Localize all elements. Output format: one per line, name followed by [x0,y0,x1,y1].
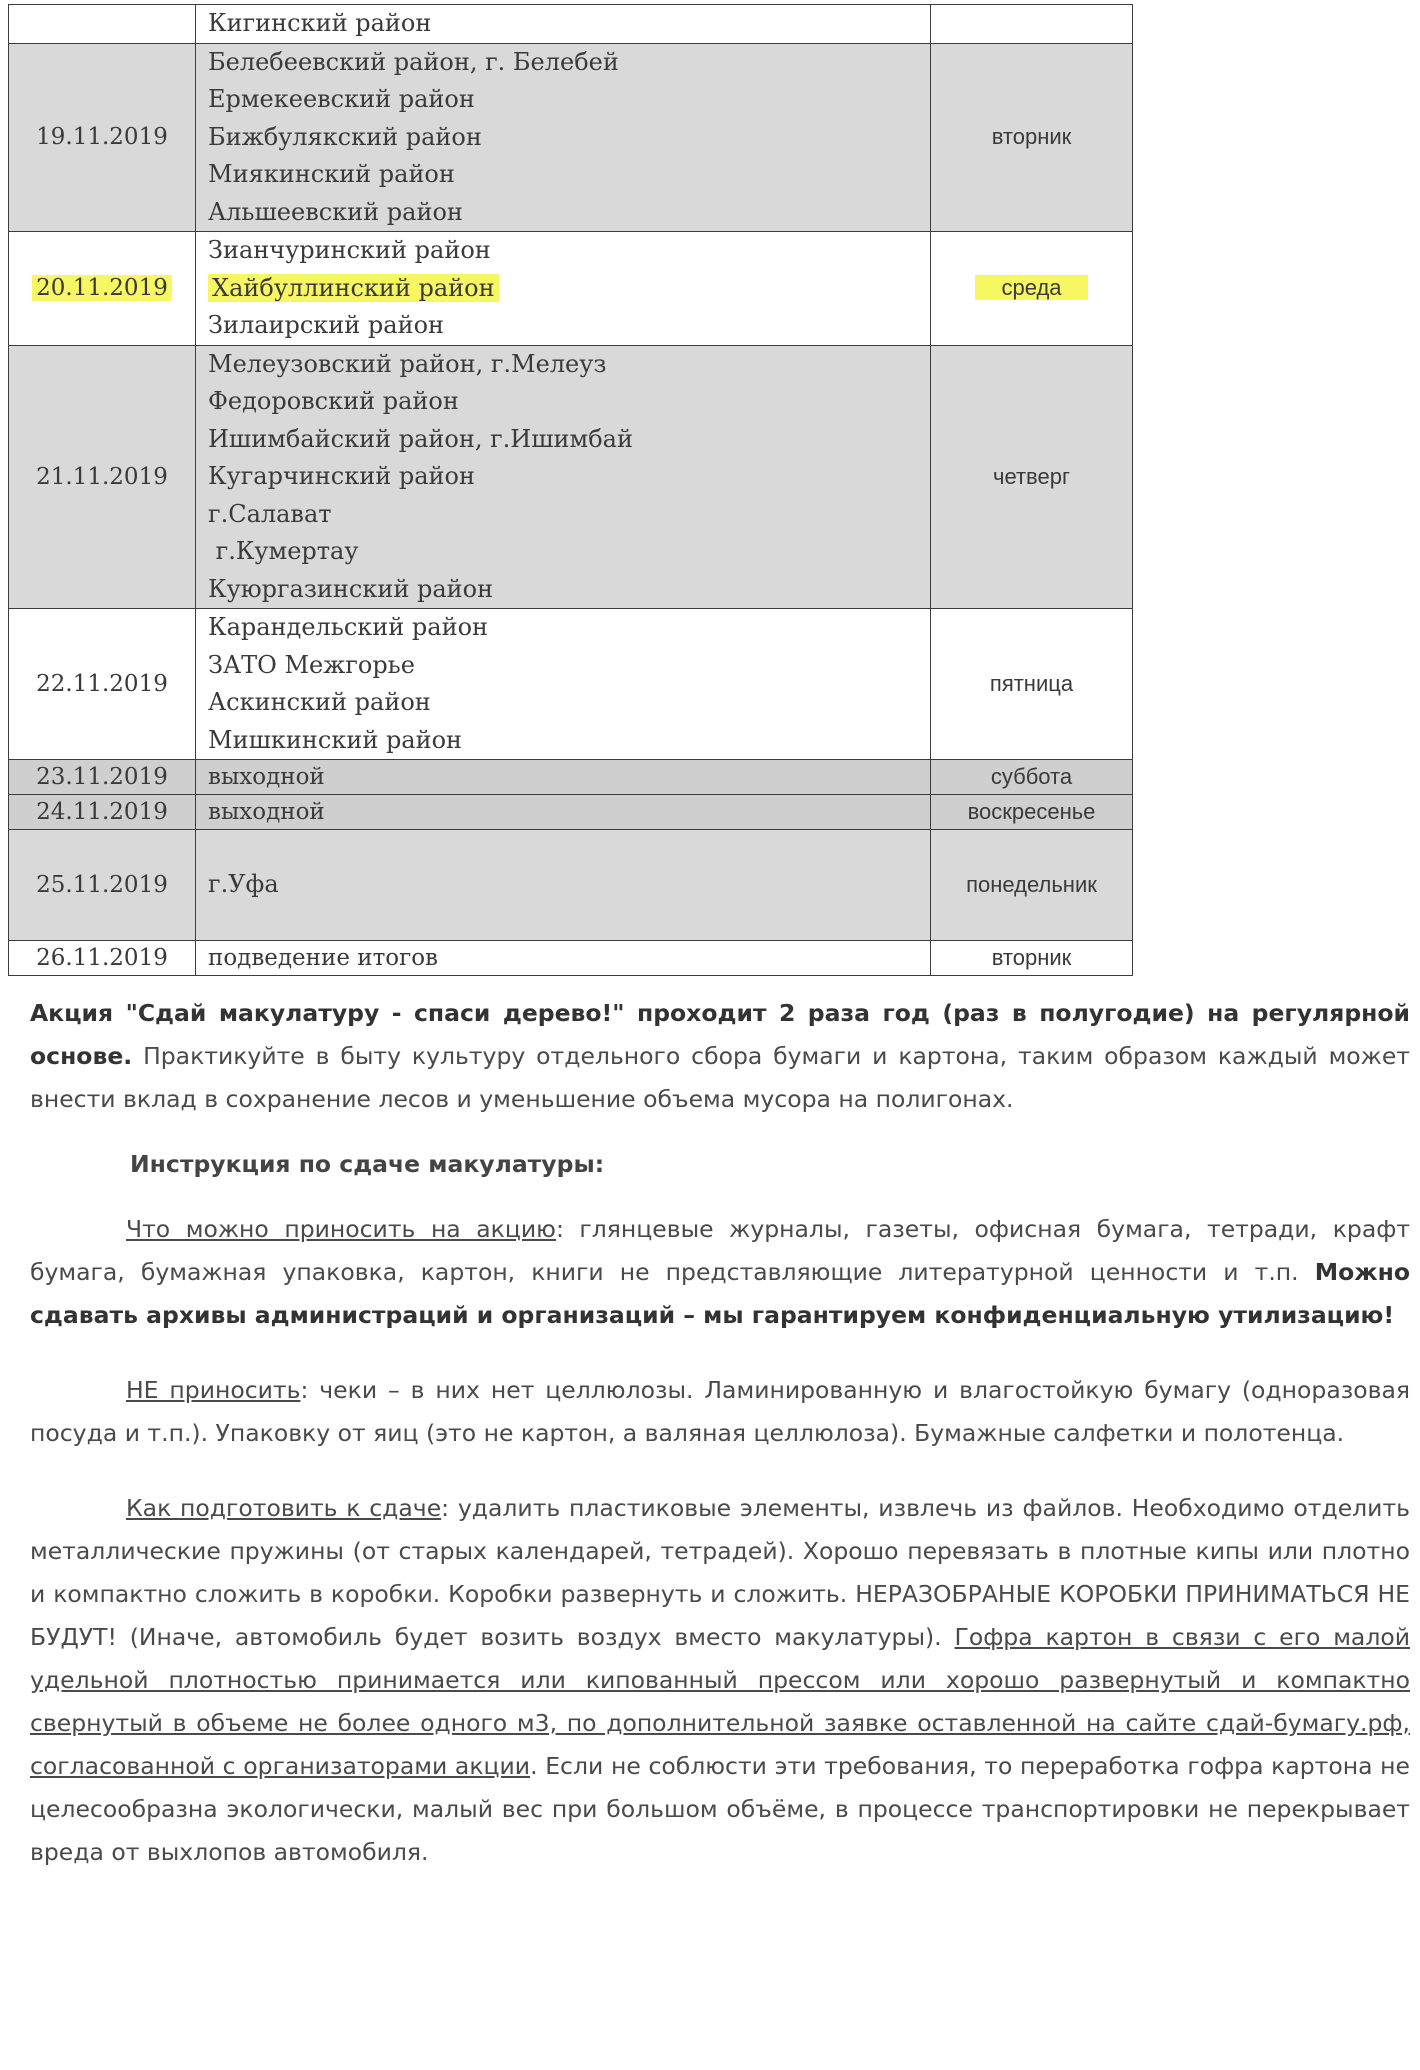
district-name: Белебеевский район, г. Белебей [208,47,619,76]
preparation-end: . Если не соблюсти эти требования, то переработка гофра картона не целесообразна экологически, малый вес при большом объёме, в процессе транспортировки не перекрывает вреда от выхлопов автомобиля. [30,1752,1411,1866]
district-name: ЗАТО Межгорье [208,650,415,679]
archives-note: Можно сдавать архивы администраций и организаций – мы гарантируем конфиденциальную утилизацию! [30,1258,1410,1329]
weekday-cell: понедельник [931,830,1133,941]
district-name: Кигинский район [208,9,432,37]
preparation-label: Как подготовить к сдаче [126,1494,442,1522]
instruction-heading: Инструкция по сдаче макулатуры: [130,1150,605,1178]
district-name: Карандельский район [208,613,489,641]
district-name: Аскинский район [208,688,431,716]
date-cell: 23.11.2019 [9,760,196,795]
schedule-row [9,43,1133,232]
districts-cell [196,795,931,830]
date-cell: 24.11.2019 [9,795,196,830]
intro-rest: Практикуйте в быту культуру отдельного сбора бумаги и картона, таким образом каждый может внести вклад в сохранение лесов и уменьшение объема мусора на полигонах. [30,1042,1410,1113]
district-name: Миякинский район [208,160,455,188]
district-name: Кугарчинский район [208,462,475,490]
date-cell [9,232,196,346]
schedule-row [9,795,1133,830]
schedule-row [9,830,1133,941]
can-bring-paragraph [30,1208,1410,1337]
highlighted-district: Хайбуллинский район [208,274,499,302]
weekday-cell: вторник [931,43,1133,232]
districts-cell [196,609,931,760]
highlighted-date: 20.11.2019 [32,275,172,301]
district-name: Альшеевский район [208,197,463,226]
districts-cell [196,345,931,609]
district-name: Зианчуринский район [208,236,491,264]
weekday-cell: воскресенье [931,795,1133,830]
weekday-cell: вторник [931,941,1133,976]
district-name: Федоровский район [208,387,459,415]
date-cell: 25.11.2019 [9,830,196,941]
weekday-cell [931,232,1133,346]
can-bring-text: : глянцевые журналы, газеты, офисная бумага, тетради, крафт бумага, бумажная упаковка, картон, книги не представляющие литературной ценности и т.п. [30,1215,1411,1286]
district-name: выходной [208,799,325,825]
schedule-row [9,232,1133,346]
district-name: г.Салават [208,499,332,528]
districts-cell [196,760,931,795]
schedule-row [9,345,1133,609]
date-cell: 19.11.2019 [9,43,196,232]
preparation-text: : удалить пластиковые элементы, извлечь из файлов. Необходимо отделить металлические пружины (от старых календарей, тетрадей). Хорошо перевязать в плотные кипы или плотно и компактно сложить в коробки. Коробки развернуть и сложить. НЕРАЗОБРАНЫЕ КОРОБКИ ПРИНИМАТЬСЯ НЕ БУДУТ! (Иначе, автомобиль будет возить воздух вместо макулатуры). [30,1494,1410,1651]
date-cell: 26.11.2019 [9,941,196,976]
district-name: Мишкинский район [208,725,463,754]
districts-cell [196,941,931,976]
district-name: г.Кумертау [208,537,359,565]
district-name: Бижбулякский район [208,122,482,151]
date-cell [9,5,196,44]
weekday-cell: суббота [931,760,1133,795]
can-bring-label: Что можно приносить на акцию [126,1215,556,1243]
weekday-cell: четверг [931,345,1133,609]
schedule-row [9,941,1133,976]
weekday-cell: пятница [931,609,1133,760]
weekday-cell [931,5,1133,44]
district-name: выходной [208,764,325,790]
intro-bold: Акция "Сдай макулатуру - спаси дерево!" проходит 2 раза год (раз в полугодие) на регулярной основе. [30,999,1410,1070]
district-name: подведение итогов [208,945,438,971]
do-not-bring-text: : чеки – в них нет целлюлозы. Ламинированную и влагостойкую бумагу (одноразовая посуда и т.п.). Упаковку от яиц (это не картон, а валяная целлюлоза). Бумажные салфетки и полотенца. [30,1376,1410,1447]
schedule-table [8,4,1133,976]
district-name [208,270,930,308]
schedule-row [9,5,1133,44]
instruction-text [30,992,1410,1874]
date-cell: 21.11.2019 [9,345,196,609]
highlighted-weekday: среда [975,275,1087,300]
district-name: Зилаирский район [208,311,445,339]
districts-cell [196,43,931,232]
corrugated-cardboard-note: Гофра картон в связи с его малой удельной плотностью принимается или кипованный прессом или хорошо развернутый и компактно свернутый в объеме не более одного м3, по дополнительной заявке оставленной на сайте сдай-бумагу.рф, согласованной с организаторами акции [30,1623,1410,1780]
district-name: Ермекеевский район [208,85,475,113]
do-not-bring-label: НЕ приносить [126,1376,301,1404]
district-name: Мелеузовский район, г.Мелеуз [208,349,607,378]
districts-cell [196,830,931,941]
schedule-row [9,609,1133,760]
districts-cell [196,232,931,346]
district-name: г.Уфа [208,870,279,899]
do-not-bring-paragraph [30,1369,1410,1455]
district-name: Куюргазинский район [208,574,494,603]
intro-paragraph [30,992,1410,1121]
preparation-paragraph [30,1487,1410,1874]
district-name: Ишимбайский район, г.Ишимбай [208,424,633,453]
schedule-row [9,760,1133,795]
districts-cell [196,5,931,44]
date-cell: 22.11.2019 [9,609,196,760]
